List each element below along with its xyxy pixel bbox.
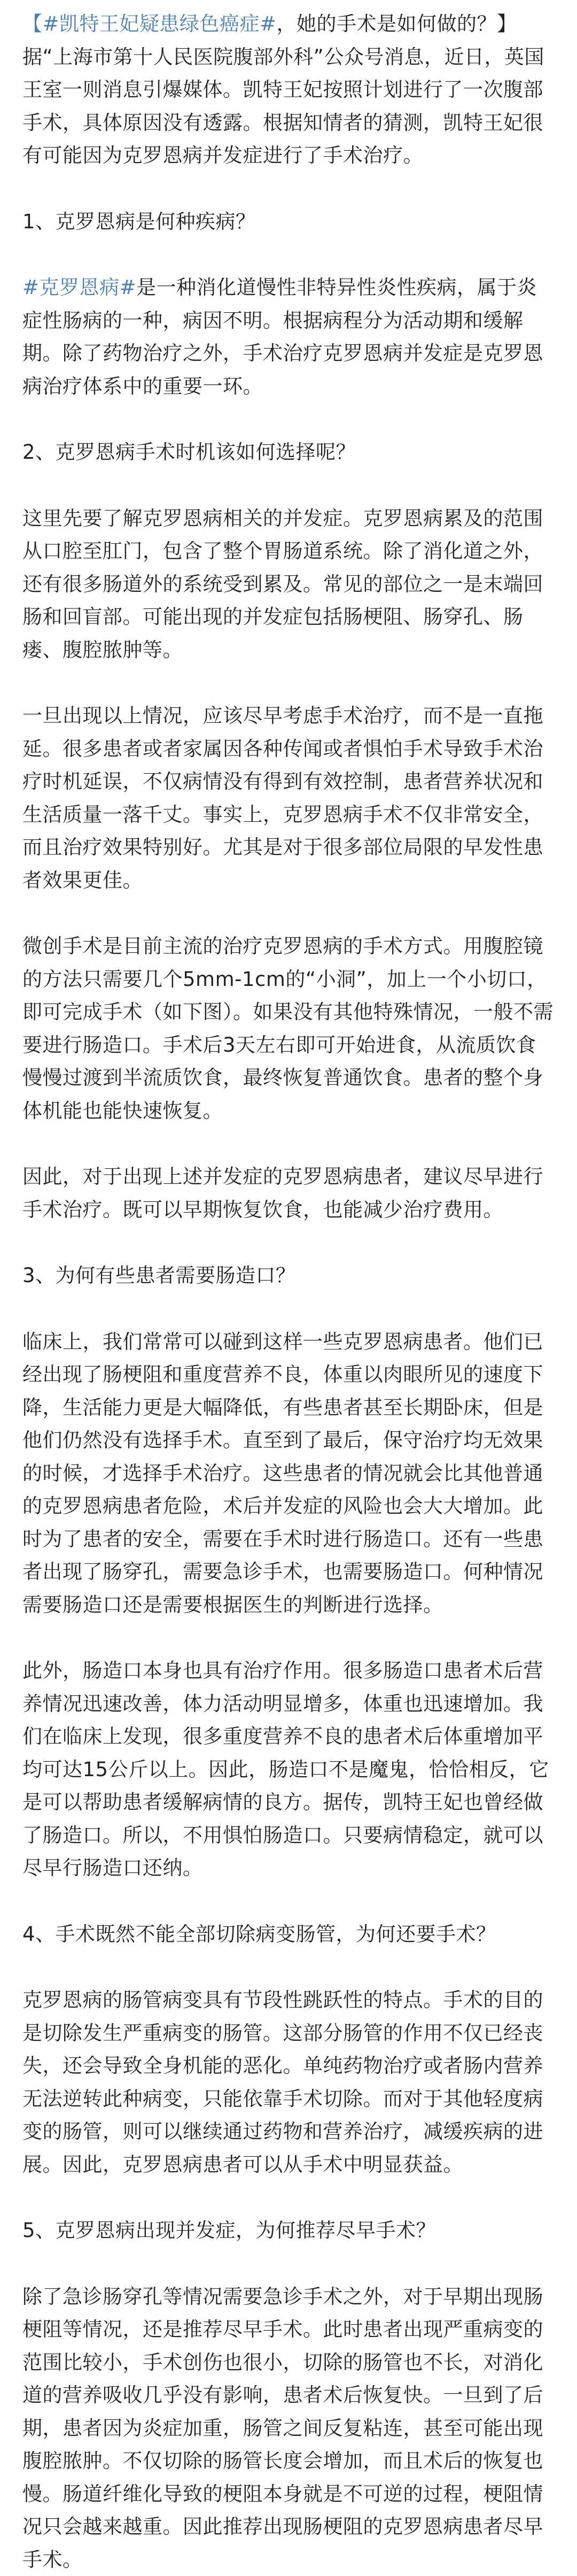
section-2-paragraph-4: 因此，对于出现上述并发症的克罗恩病患者，建议尽早进行手术治疗。既可以早期恢复饮食，也能减少治疗费用。 xyxy=(22,1160,555,1226)
crohns-hashtag-link[interactable]: #克罗恩病# xyxy=(22,276,136,299)
section-2-paragraph-1: 这里先要了解克罗恩病相关的并发症。克罗恩病累及的范围从口腔至肛门，包含了整个胃肠道系统。除了消化道之外，还有很多肠道外的系统受到累及。常见的部位之一是末端回肠和回盲部。可能出现的并发症包括肠梗阻、肠穿孔、肠瘘、腹腔脓肿等。 xyxy=(22,502,555,667)
intro-hashtag-text: #凯特王妃疑患绿色癌症# xyxy=(43,12,277,35)
section-heading-3: 3、为何有些患者需要肠造口？ xyxy=(22,1259,555,1292)
section-heading-1: 1、克罗恩病是何种疾病？ xyxy=(22,205,555,238)
section-5-paragraph: 除了急诊肠穿孔等情况需要急诊手术之外，对于早期出现肠梗阻等情况，还是推荐尽早手术。此时患者出现严重病变的范围比较小，手术创伤也很小，切除的肠管也不长，对消化道的营养吸收几乎没有影响，患者术后恢复快。一旦到了后期，患者因为炎症加重，肠管之间反复粘连，甚至可能出现腹腔脓肿。不仅切除的肠管长度会增加，而且术后的恢复也慢。肠道纤维化导致的梗阻本身就是不可逆的过程，梗阻情况只会越来越重。因此推荐出现肠梗阻的克罗恩病患者尽早手术。 xyxy=(22,2280,555,2576)
section-3-paragraph-1: 临床上，我们常常可以碰到这样一些克罗恩病患者。他们已经出现了肠梗阻和重度营养不良，体重以肉眼所见的速度下降，生活能力更是大幅降低，有些患者甚至长期卧床，但是他们仍然没有选择手术。直至到了最后，保守治疗均无效果的时候，才选择手术治疗。这些患者的情况就会比其他普通的克罗恩病患者危险，术后并发症的风险也会大大增加。此时为了患者的安全，需要在手术时进行肠造口。还有一些患者出现了肠穿孔，需要急诊手术，也需要肠造口。何种情况需要肠造口还是需要根据医生的判断进行选择。 xyxy=(22,1325,555,1622)
section-2-paragraph-3: 微创手术是目前主流的治疗克罗恩病的手术方式。用腹腔镜的方法只需要几个5mm-1cm的“小洞”，加上一个小切口，即可完成手术（如下图）。如果没有其他特殊情况，一般不需要进行肠造口。手术后3天左右即可开始进食，从流质饮食慢慢过渡到半流质饮食，最终恢复普通饮食。患者的整个身体机能也能快速恢复。 xyxy=(22,930,555,1127)
section-1-text: 是一种消化道慢性非特异性炎性疾病，属于炎症性肠病的一种，病因不明。根据病程分为活动期和缓解期。除了药物治疗之外，手术治疗克罗恩病并发症是克罗恩病治疗体系中的重要一环。 xyxy=(22,276,543,398)
section-heading-5: 5、克罗恩病出现并发症，为何推荐尽早手术？ xyxy=(22,2214,555,2247)
section-2-paragraph-2: 一旦出现以上情况，应该尽早考虑手术治疗，而不是一直拖延。很多患者或者家属因各种传闻或者惧怕手术导致手术治疗时机延误，不仅病情没有得到有效控制，患者营养状况和生活质量一落千丈。事实上，克罗恩病手术不仅非常安全，而且治疗效果特别好。尤其是对于很多部位局限的早发性患者效果更佳。 xyxy=(22,699,555,897)
section-heading-4: 4、手术既然不能全部切除病变肠管，为何还要手术？ xyxy=(22,1918,555,1951)
intro-bracket: 【 xyxy=(22,12,43,35)
intro-hashtag-link[interactable] xyxy=(22,12,277,35)
intro-text: ，她的手术是如何做的？】据“上海市第十人民医院腹部外科”公众号消息，近日，英国王室一则消息引爆媒体。凯特王妃按照计划进行了一次腹部手术，具体原因没有透露。根据知情者的猜测，凯特王妃很有可能因为克罗恩病并发症进行了手术治疗。 xyxy=(22,12,544,167)
intro-paragraph xyxy=(22,7,555,172)
section-heading-2: 2、克罗恩病手术时机该如何选择呢？ xyxy=(22,436,555,469)
section-3-paragraph-2: 此外，肠造口本身也具有治疗作用。很多肠造口患者术后营养情况迅速改善，体力活动明显增多，体重也迅速增加。我们在临床上发现，很多重度营养不良的患者术后体重增加平均可达15公斤以上。因此，肠造口不是魔鬼，恰恰相反，它是可以帮助患者缓解病情的良方。据传，凯特王妃也曾经做了肠造口。所以，不用惧怕肠造口。只要病情稳定，就可以尽早行肠造口还纳。 xyxy=(22,1654,555,1885)
section-4-paragraph: 克罗恩病的肠管病变具有节段性跳跃性的特点。手术的目的是切除发生严重病变的肠管。这部分肠管的作用不仅已经丧失，还会导致全身机能的恶化。单纯药物治疗或者肠内营养无法逆转此种病变，只能依靠手术切除。而对于其他轻度病变的肠管，则可以继续通过药物和营养治疗，减缓疾病的进展。因此，克罗恩病患者可以从手术中明显获益。 xyxy=(22,1984,555,2181)
section-1-paragraph xyxy=(22,271,555,403)
